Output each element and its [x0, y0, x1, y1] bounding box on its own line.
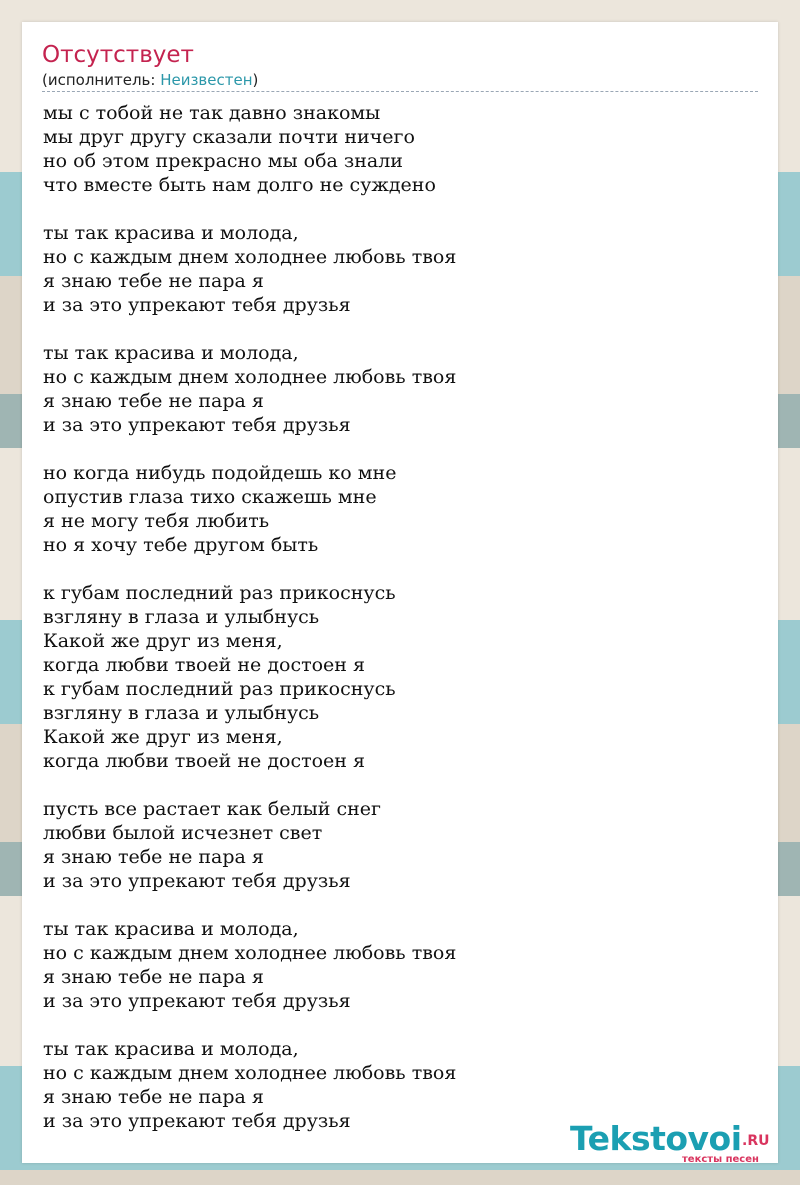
stanza [43, 341, 763, 437]
lyric-line: опустив глаза тихо скажешь мне [43, 486, 377, 508]
lyric-line: и за это упрекают тебя друзья [43, 414, 351, 436]
lyric-line: к губам последний раз прикоснусь [43, 678, 396, 700]
lyric-line: я не могу тебя любить [43, 510, 270, 532]
lyric-line: что вместе быть нам долго не суждено [43, 174, 436, 196]
lyric-line: но с каждым днем холоднее любовь твоя [43, 942, 457, 964]
lyric-line: и за это упрекают тебя друзья [43, 990, 351, 1012]
lyric-line: ты так красива и молода, [43, 342, 299, 364]
artist-suffix: ) [252, 71, 259, 89]
lyric-line: но с каждым днем холоднее любовь твоя [43, 246, 457, 268]
lyric-line: и за это упрекают тебя друзья [43, 1110, 351, 1132]
lyric-line: я знаю тебе не пара я [43, 390, 264, 412]
lyric-line: но я хочу тебе другом быть [43, 534, 319, 556]
lyric-line: любви былой исчезнет свет [43, 822, 323, 844]
lyric-line: я знаю тебе не пара я [43, 966, 264, 988]
lyrics-body [43, 101, 763, 1157]
song-title: Отсутствует [42, 42, 194, 68]
artist-link[interactable]: Неизвестен [160, 71, 253, 89]
lyric-line: к губам последний раз прикоснусь [43, 582, 396, 604]
lyric-line: ты так красива и молода, [43, 918, 299, 940]
artist-prefix: (исполнитель: [42, 71, 161, 89]
logo-tagline: тексты песен [682, 1154, 759, 1165]
lyric-line: но с каждым днем холоднее любовь твоя [43, 1062, 457, 1084]
lyric-line: взгляну в глаза и улыбнусь [43, 702, 320, 724]
lyric-line: взгляну в глаза и улыбнусь [43, 606, 320, 628]
lyric-line: я знаю тебе не пара я [43, 270, 264, 292]
header-divider [42, 91, 758, 92]
lyrics-card [22, 22, 778, 1163]
lyric-line: но об этом прекрасно мы оба знали [43, 150, 403, 172]
stanza [43, 221, 763, 317]
logo-wordmark: Tekstovoi [570, 1119, 742, 1158]
lyric-line: но когда нибудь подойдешь ко мне [43, 462, 397, 484]
lyric-line: Какой же друг из меня, [43, 726, 283, 748]
stripe-beige [0, 1170, 800, 1185]
stanza [43, 461, 763, 557]
lyric-line: ты так красива и молода, [43, 1038, 299, 1060]
lyric-line: я знаю тебе не пара я [43, 1086, 264, 1108]
lyric-line: и за это упрекают тебя друзья [43, 870, 351, 892]
lyric-line: мы друг другу сказали почти ничего [43, 126, 415, 148]
lyric-line: ты так красива и молода, [43, 222, 299, 244]
lyric-line: Какой же друг из меня, [43, 630, 283, 652]
logo-tld: .RU [742, 1133, 770, 1149]
artist-line [42, 70, 258, 90]
stanza [43, 797, 763, 893]
lyric-line: и за это упрекают тебя друзья [43, 294, 351, 316]
lyric-line: мы с тобой не так давно знакомы [43, 102, 381, 124]
lyric-line: когда любви твоей не достоен я [43, 750, 365, 772]
lyric-line: я знаю тебе не пара я [43, 846, 264, 868]
site-logo[interactable] [570, 1120, 780, 1170]
stanza [43, 101, 763, 197]
lyric-line: но с каждым днем холоднее любовь твоя [43, 366, 457, 388]
stanza [43, 917, 763, 1013]
lyric-line: пусть все растает как белый снег [43, 798, 381, 820]
stanza [43, 581, 763, 773]
lyric-line: когда любви твоей не достоен я [43, 654, 365, 676]
